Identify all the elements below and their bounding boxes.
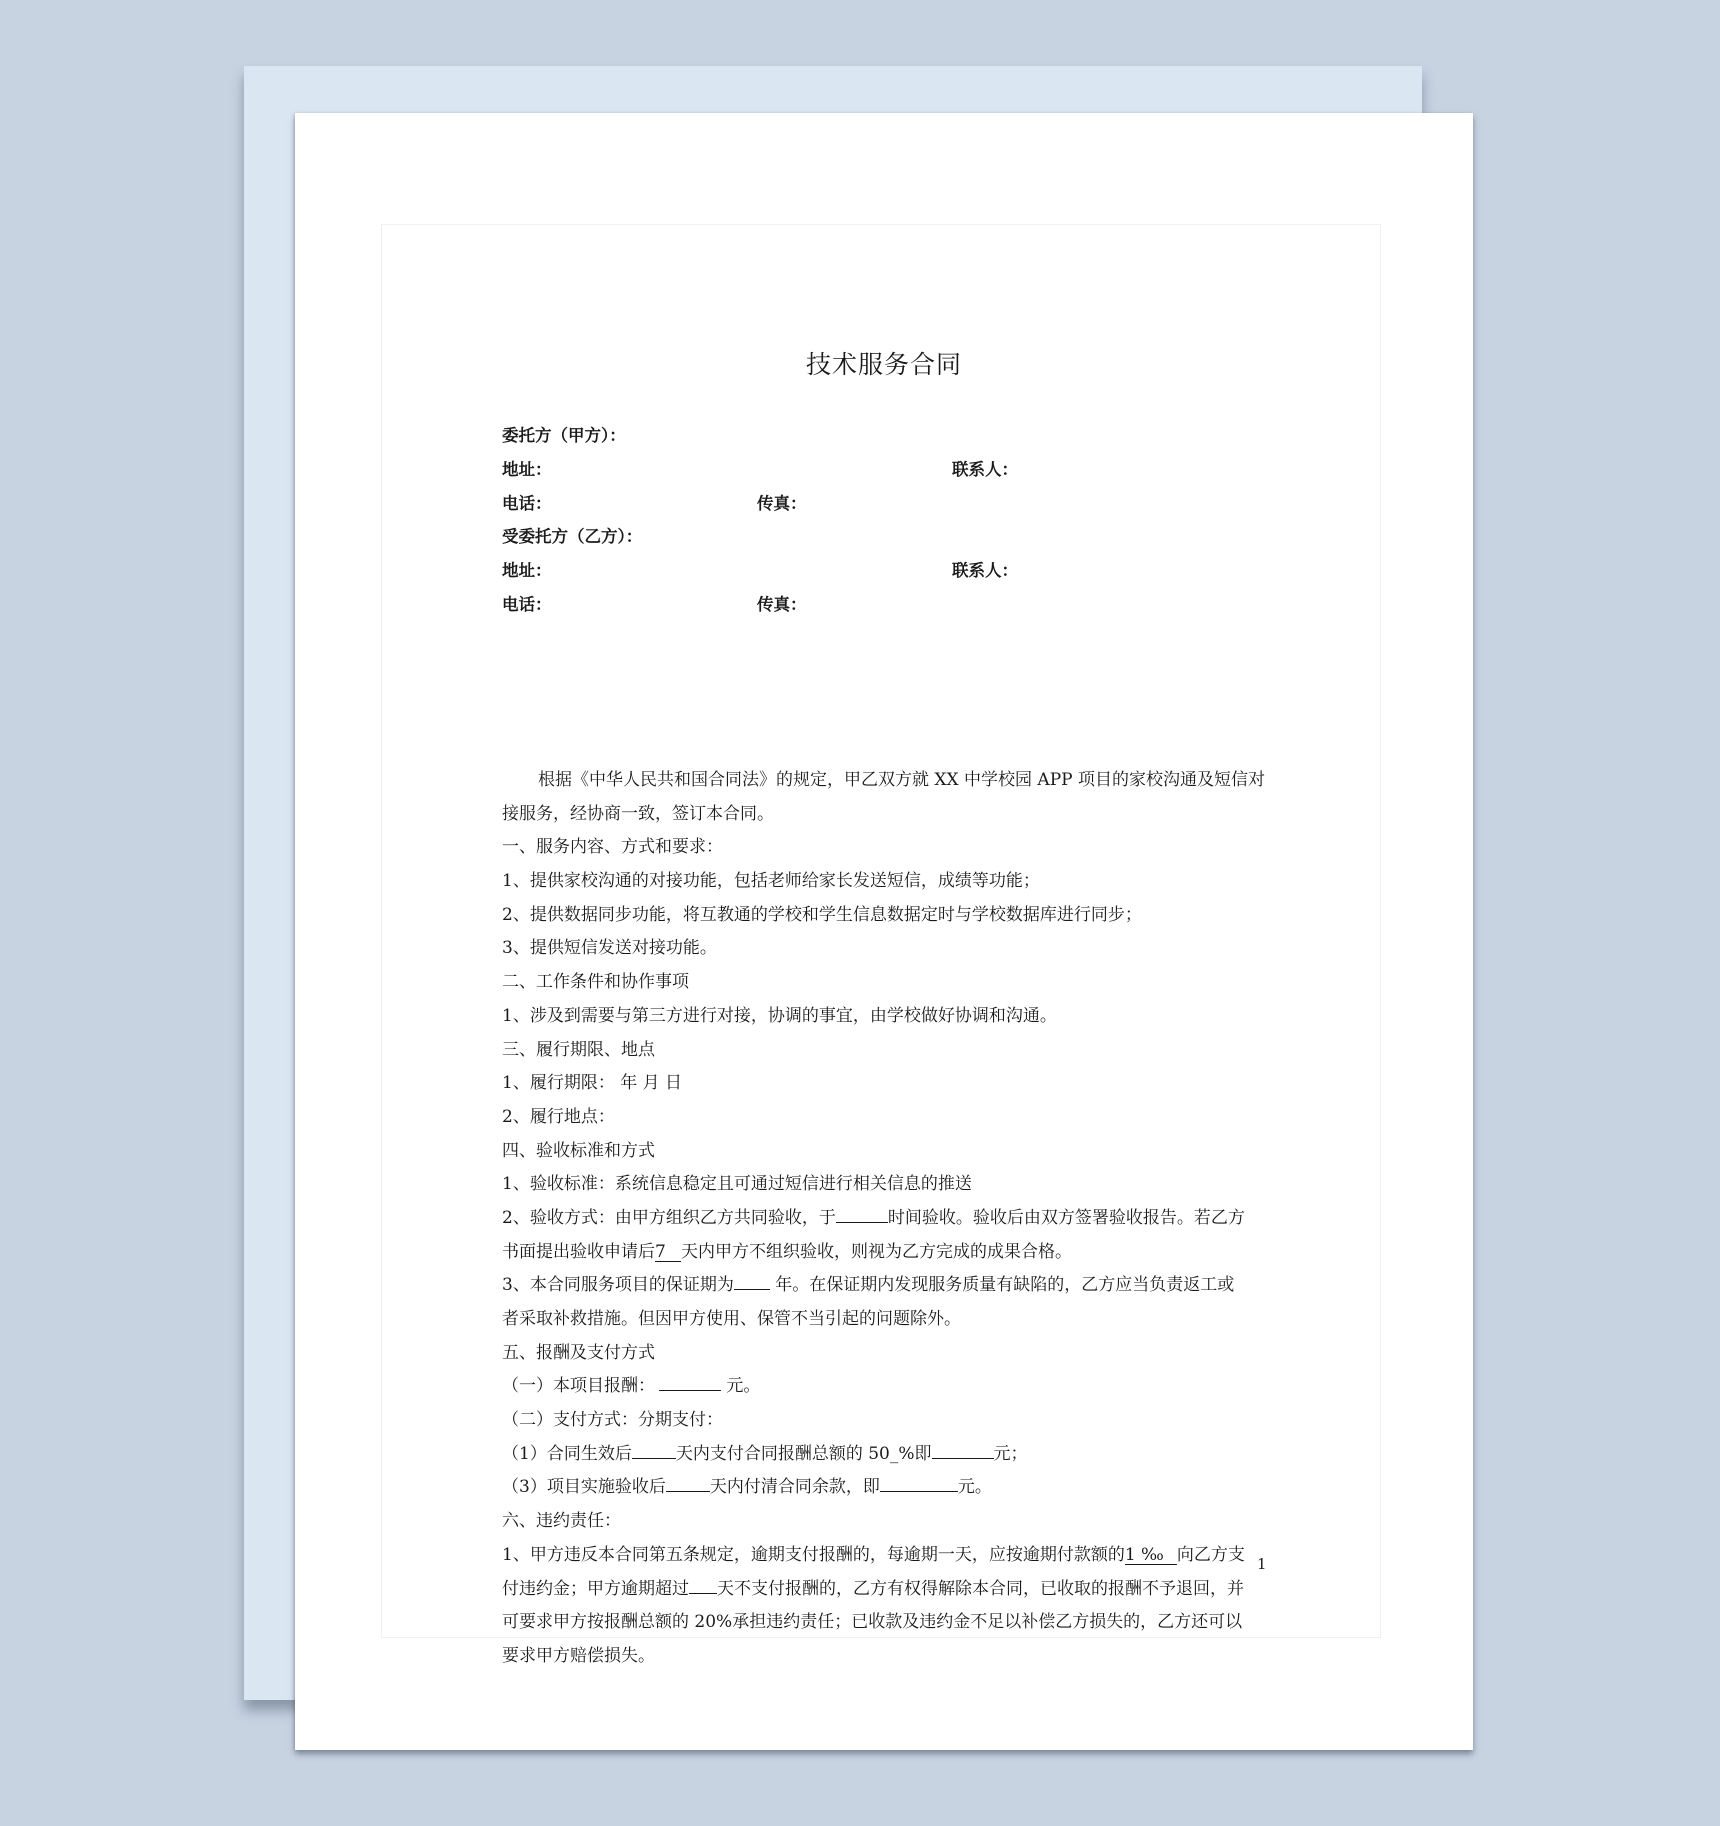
clause-line: 2、提供数据同步功能，将互教通的学校和学生信息数据定时与学校数据库进行同步； xyxy=(502,904,1142,925)
clause-line: 3、提供短信发送对接功能。 xyxy=(502,938,717,959)
clause-text: 元。 xyxy=(721,1376,761,1397)
clause-text: 天内支付合同报酬总额的 50_%即 xyxy=(675,1443,932,1464)
contract-body xyxy=(502,764,1264,1674)
blank-field-days xyxy=(666,1491,710,1492)
clause-line: 者采取补救措施。但因甲方使用、保管不当引起的问题除外。 xyxy=(502,1309,961,1329)
clause-line: 1、提供家校沟通的对接功能，包括老师给家长发送短信，成绩等功能； xyxy=(502,871,1040,892)
party-a-address-label: 地址： xyxy=(502,459,552,479)
party-b-phone-row xyxy=(502,588,1264,622)
document-title: 技术服务合同 xyxy=(805,350,962,379)
section-heading: 二、工作条件和协作事项 xyxy=(502,972,689,993)
clause-line xyxy=(502,1236,1264,1270)
section-heading: 六、违约责任： xyxy=(502,1511,621,1532)
clause-line xyxy=(502,1202,1264,1236)
blank-field-amount xyxy=(880,1491,958,1492)
clause-text: 书面提出验收申请后 xyxy=(502,1241,655,1262)
intro-paragraph-line: 根据《中华人民共和国合同法》的规定，甲乙双方就 XX 中学校园 APP 项目的家校沟通及短信对 xyxy=(538,770,1265,790)
clause-line xyxy=(502,1370,1264,1404)
party-b-fax-label: 传真： xyxy=(757,594,807,614)
party-a-phone-row xyxy=(502,487,1264,521)
clause-text: 元； xyxy=(993,1443,1028,1464)
party-a-phone-label: 电话： xyxy=(502,493,552,513)
section-heading: 一、服务内容、方式和要求： xyxy=(502,837,723,858)
party-b-address-label: 地址： xyxy=(502,561,552,581)
party-a-contact-label: 联系人： xyxy=(952,459,1018,479)
party-b-contact-label: 联系人： xyxy=(952,561,1018,581)
party-a-label: 委托方（甲方）： xyxy=(502,426,626,445)
clause-text: （1）合同生效后 xyxy=(502,1443,632,1464)
clause-line xyxy=(502,1269,1264,1303)
clause-text: 向乙方支 xyxy=(1176,1544,1245,1565)
clause-line xyxy=(502,1573,1264,1607)
clause-line: 要求甲方赔偿损失。 xyxy=(502,1645,655,1666)
clause-text: 天内甲方不组织验收，则视为乙方完成的成果合格。 xyxy=(681,1241,1072,1262)
party-info-block xyxy=(502,419,1264,622)
blank-field-overdue-days xyxy=(689,1593,717,1594)
blank-field-days xyxy=(632,1458,676,1459)
party-a-row xyxy=(502,419,1264,453)
clause-line: 可要求甲方按报酬总额的 20%承担违约责任；已收款及违约金不足以补偿乙方损失的，乙方还可以 xyxy=(502,1612,1243,1633)
blank-field-amount xyxy=(932,1458,994,1459)
clause-text: 天不支付报酬的，乙方有权得解除本合同，已收取的报酬不予退回，并 xyxy=(717,1578,1244,1599)
document-page xyxy=(295,113,1473,1750)
clause-text: 时间验收。验收后由双方签署验收报告。若乙方 xyxy=(887,1207,1245,1228)
blank-field-warranty-years xyxy=(734,1289,770,1290)
clause-line: （二）支付方式：分期支付： xyxy=(502,1410,723,1431)
blank-field-time xyxy=(836,1222,888,1223)
party-b-row xyxy=(502,520,1264,554)
clause-line xyxy=(502,1471,1264,1505)
clause-text: （一）本项目报酬： xyxy=(502,1376,655,1397)
section-heading: 三、履行期限、地点 xyxy=(502,1039,655,1060)
clause-line xyxy=(502,1539,1264,1573)
clause-text: 年。在保证期内发现服务质量有缺陷的，乙方应当负责返工或 xyxy=(769,1275,1235,1296)
clause-text: 元。 xyxy=(957,1477,992,1498)
clause-line: 1、验收标准：系统信息稳定且可通过短信进行相关信息的推送 xyxy=(502,1174,972,1195)
clause-text: （3）项目实施验收后 xyxy=(502,1477,666,1498)
filled-field-penalty-rate: 1 ‰ xyxy=(1125,1546,1177,1565)
intro-paragraph-line: 接服务，经协商一致，签订本合同。 xyxy=(502,803,774,824)
clause-text: 3、本合同服务项目的保证期为 xyxy=(502,1275,734,1296)
clause-line: 2、履行地点： xyxy=(502,1106,615,1127)
clause-text: 付违约金；甲方逾期超过 xyxy=(502,1578,689,1599)
clause-line: 1、履行期限： 年 月 日 xyxy=(502,1073,683,1094)
clause-line xyxy=(502,1438,1264,1472)
section-heading: 四、验收标准和方式 xyxy=(502,1140,655,1161)
page-number: 1 xyxy=(1257,1555,1267,1573)
clause-line: 1、涉及到需要与第三方进行对接，协调的事宜，由学校做好协调和沟通。 xyxy=(502,1005,1057,1026)
party-a-address-row xyxy=(502,453,1264,487)
clause-text: 1、甲方违反本合同第五条规定，逾期支付报酬的，每逾期一天，应按逾期付款额的 xyxy=(502,1544,1125,1565)
filled-field-days: 7 xyxy=(655,1243,681,1262)
clause-text: 2、验收方式：由甲方组织乙方共同验收，于 xyxy=(502,1207,836,1228)
clause-text: 天内付清合同余款，即 xyxy=(709,1477,880,1498)
section-heading: 五、报酬及支付方式 xyxy=(502,1342,655,1363)
blank-field-fee xyxy=(659,1390,721,1391)
party-b-label: 受委托方（乙方）： xyxy=(502,527,643,547)
party-b-phone-label: 电话： xyxy=(502,594,552,614)
party-b-address-row xyxy=(502,554,1264,588)
party-a-fax-label: 传真： xyxy=(757,493,807,513)
